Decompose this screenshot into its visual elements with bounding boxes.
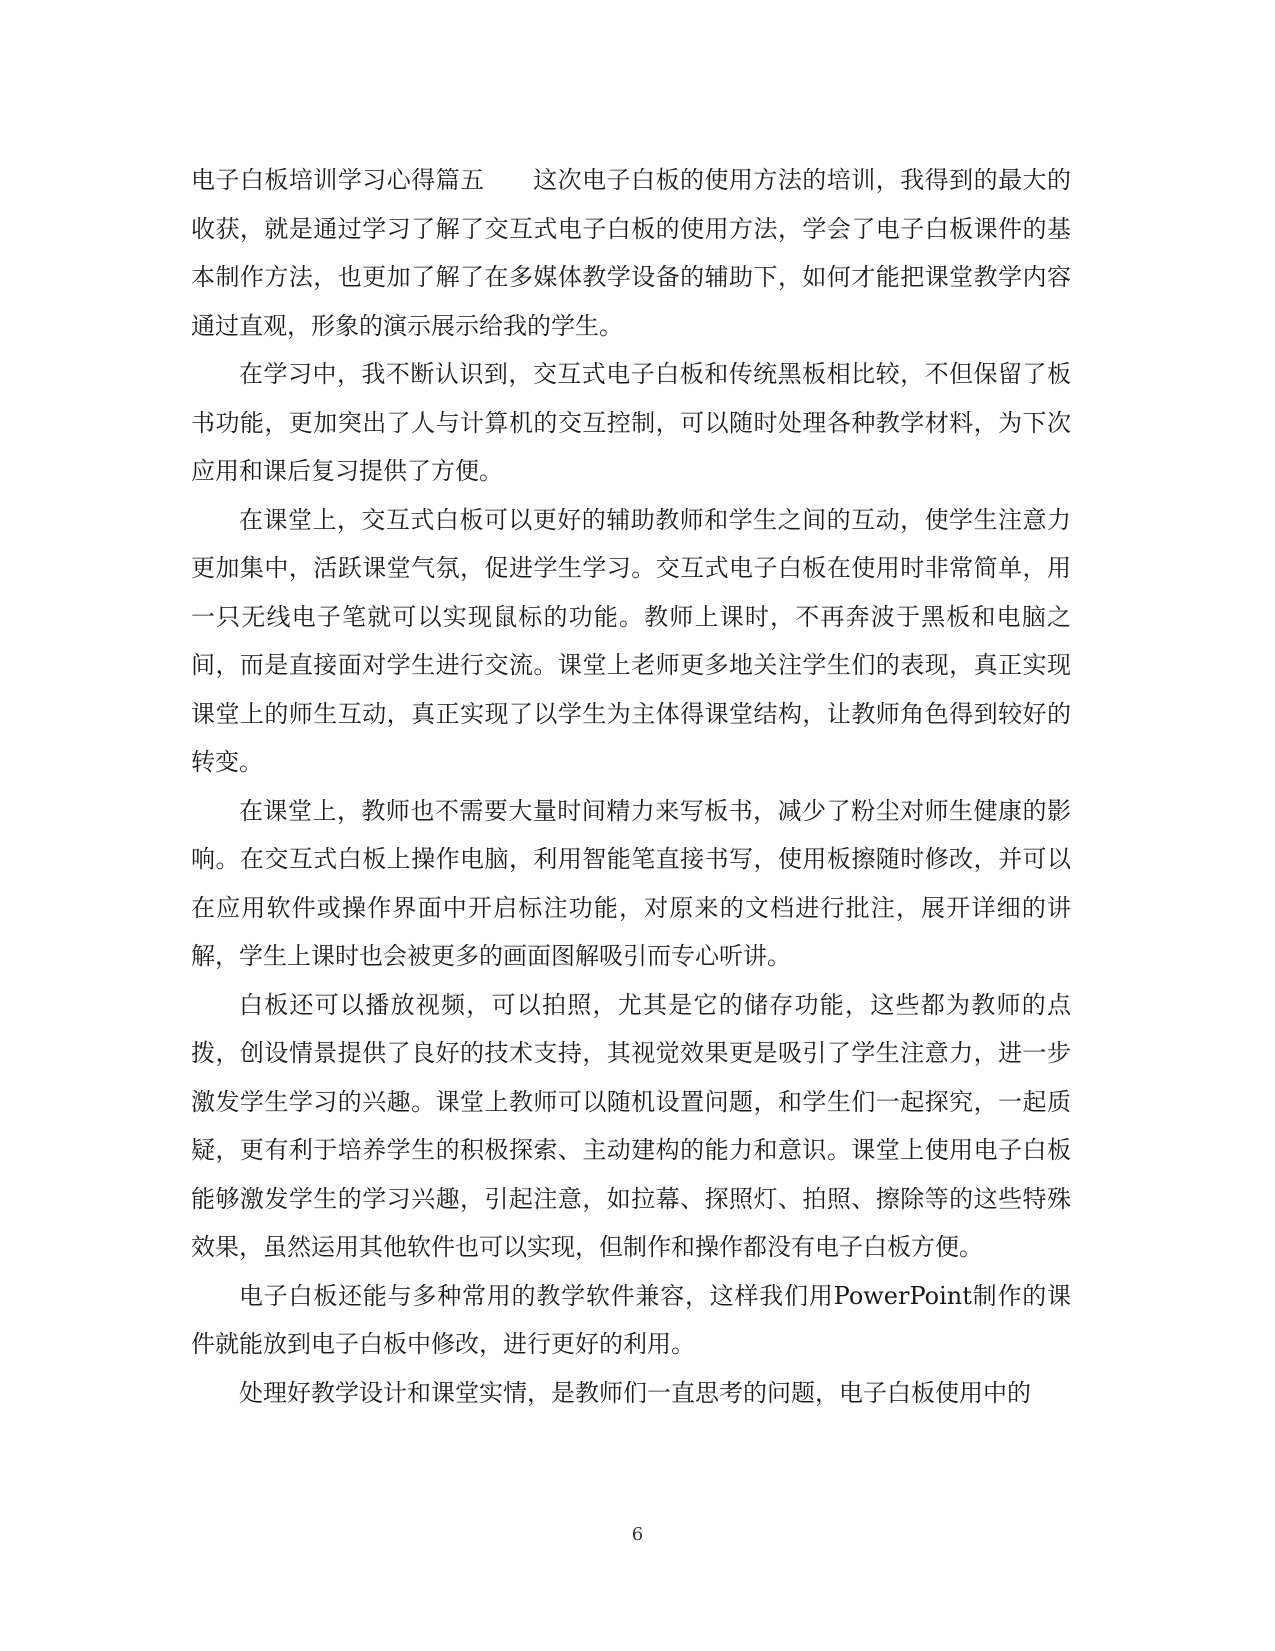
paragraph-7: 处理好教学设计和课堂实情，是教师们一直思考的问题，电子白板使用中的 [239, 1378, 1031, 1407]
paragraph-5: 白板还可以播放视频，可以拍照，尤其是它的储存功能，这些都为教师的点拨，创设情景提供了良好的技术支持，其视觉效果更是吸引了学生注意力，进一步激发学生学习的兴趣。课堂上教师可以随机设置问题，和学生们一起探究，一起质疑，更有利于培养学生的积极探索、主动建构的能力和意识。课堂上使用电子白板能够激发学生的学习兴趣，引起注意，如拉幕、探照灯、拍照、擦除等的这些特殊效果，虽然运用其他软件也可以实现，但制作和操作都没有电子白板方便。 [191, 990, 1071, 1261]
document-heading: 电子白板培训学习心得篇五 [191, 166, 485, 194]
paragraph-3: 在课堂上，交互式白板可以更好的辅助教师和学生之间的互动，使学生注意力更加集中，活跃课堂气氛，促进学生学习。交互式电子白板在使用时非常简单，用一只无线电子笔就可以实现鼠标的功能。教师上课时，不再奔波于黑板和电脑之间，而是直接面对学生进行交流。课堂上老师更多地关注学生们的表现，真正实现课堂上的师生互动，真正实现了以学生为主体得课堂结构，让教师角色得到较好的转变。 [191, 505, 1071, 776]
paragraph-1 [191, 156, 1071, 350]
paragraph-1-text: 这次电子白板的使用方法的培训，我得到的最大的收获，就是通过学习了解了交互式电子白板的使用方法，学会了电子白板课件的基本制作方法，也更加了解了在多媒体教学设备的辅助下，如何才能把课堂教学内容通过直观，形象的演示展示给我的学生。 [191, 166, 1072, 340]
page-number: 6 [631, 1524, 644, 1545]
document-body [191, 156, 1071, 1417]
paragraph-4: 在课堂上，教师也不需要大量时间精力来写板书，减少了粉尘对师生健康的影响。在交互式白板上操作电脑，利用智能笔直接书写，使用板擦随时修改，并可以在应用软件或操作界面中开启标注功能，对原来的文档进行批注，展开详细的讲解，学生上课时也会被更多的画面图解吸引而专心听讲。 [191, 796, 1071, 970]
paragraph-2: 在学习中，我不断认识到，交互式电子白板和传统黑板相比较，不但保留了板书功能，更加突出了人与计算机的交互控制，可以随时处理各种教学材料，为下次应用和课后复习提供了方便。 [191, 360, 1071, 485]
paragraph-6: 电子白板还能与多种常用的教学软件兼容，这样我们用PowerPoint制作的课件就能放到电子白板中修改，进行更好的利用。 [191, 1281, 1071, 1358]
